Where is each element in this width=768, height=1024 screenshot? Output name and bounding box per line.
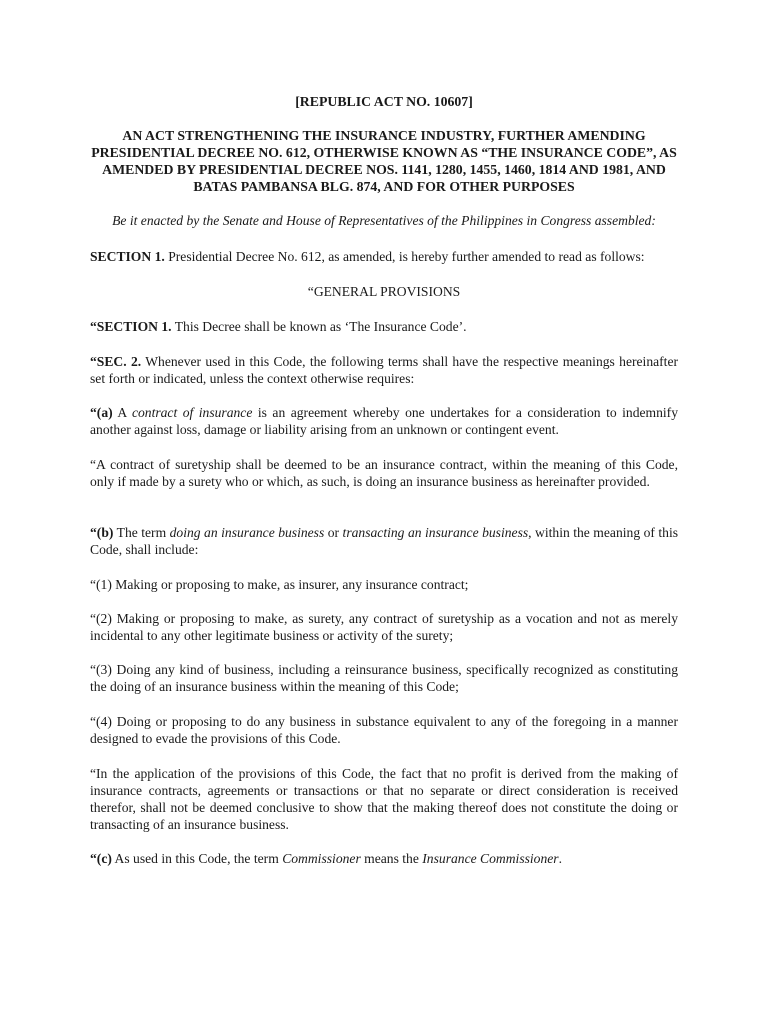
para-c-end: .	[558, 851, 562, 866]
section-1	[90, 248, 678, 265]
sec-2-text: Whenever used in this Code, the following terms shall have the respective meanings hereinafter set forth or indicated, unless the context otherwise requires:	[90, 354, 679, 386]
enacting-clause	[80, 212, 688, 229]
para-a-term: contract of insurance	[131, 405, 253, 420]
code-section-1-text: This Decree shall be known as ‘The Insurance Code’.	[171, 319, 467, 334]
para-b-pre: The term	[113, 525, 170, 540]
para-b	[90, 524, 678, 558]
para-a-label: “(a)	[90, 405, 113, 420]
para-c-term-2: Insurance Commissioner	[422, 851, 559, 866]
act-number: [REPUBLIC ACT NO. 10607]	[295, 94, 473, 109]
para-b-term-1: doing an insurance business	[169, 525, 325, 540]
code-section-1-label: “SECTION 1.	[90, 319, 172, 334]
para-a	[90, 404, 678, 438]
para-b-text: , within the meaning of this Code, shall include:	[90, 525, 679, 557]
item-3: “(3) Doing any kind of business, including a reinsurance business, specifically recognized as constituting the doing of an insurance business within the meaning of this Code;	[90, 662, 678, 694]
para-a-pre: A	[112, 405, 132, 420]
para-no-profit: “In the application of the provisions of this Code, the fact that no profit is derived from the making of insurance contracts, agreements or transactions or that no separate or direct consideration is received therefor, shall not be deemed conclusive to show that the making thereof does not constitute the doing or transacting of an insurance business.	[90, 766, 678, 832]
para-b-label: “(b)	[90, 525, 114, 540]
para-c-term-1: Commissioner	[282, 851, 361, 866]
item-2: “(2) Making or proposing to make, as surety, any contract of suretyship as a vocation and not as merely incidental to any other legitimate business or activity of the surety;	[90, 611, 678, 643]
para-suretyship: “A contract of suretyship shall be deemed to be an insurance contract, within the meaning of this Code, only if made by a surety who or which, as such, is doing an insurance business as hereinafter provided.	[90, 457, 678, 489]
para-b-term-2: transacting an insurance business	[342, 525, 529, 540]
section-1-text: Presidential Decree No. 612, as amended, is hereby further amended to read as follows:	[164, 249, 645, 264]
sec-2-label: “SEC. 2.	[90, 354, 142, 369]
item-1: “(1) Making or proposing to make, as insurer, any insurance contract;	[90, 577, 469, 592]
act-title: AN ACT STRENGTHENING THE INSURANCE INDUSTRY, FURTHER AMENDING PRESIDENTIAL DECREE NO. 612, OTHERWISE KNOWN AS “THE INSURANCE CODE”, AS AMENDED BY PRESIDENTIAL DECREE NOS. 1141, 1280, 1455, 1460, 1814 AND 1981, AND BATAS PAMBANSA BLG. 874, AND FOR OTHER PURPOSES	[91, 128, 677, 194]
code-section-1	[90, 318, 678, 335]
para-c-pre: As used in this Code, the term	[111, 851, 283, 866]
para-b-mid: or	[324, 525, 343, 540]
item-4: “(4) Doing or proposing to do any business in substance equivalent to any of the foregoing in a manner designed to evade the provisions of this Code.	[90, 714, 678, 746]
section-1-label: SECTION 1.	[90, 249, 165, 264]
para-c-label: “(c)	[90, 851, 112, 866]
para-c-mid: means the	[360, 851, 423, 866]
para-c	[90, 850, 678, 867]
general-provisions-heading: “GENERAL PROVISIONS	[307, 284, 461, 299]
para-a-text: is an agreement whereby one undertakes for a consideration to indemnify another against loss, damage or liability arising from an unknown or contingent event.	[90, 405, 678, 437]
sec-2	[90, 353, 678, 387]
enacting-clause-text: Be it enacted by the Senate and House of Representatives of the Philippines in Congress assembled:	[112, 213, 656, 228]
